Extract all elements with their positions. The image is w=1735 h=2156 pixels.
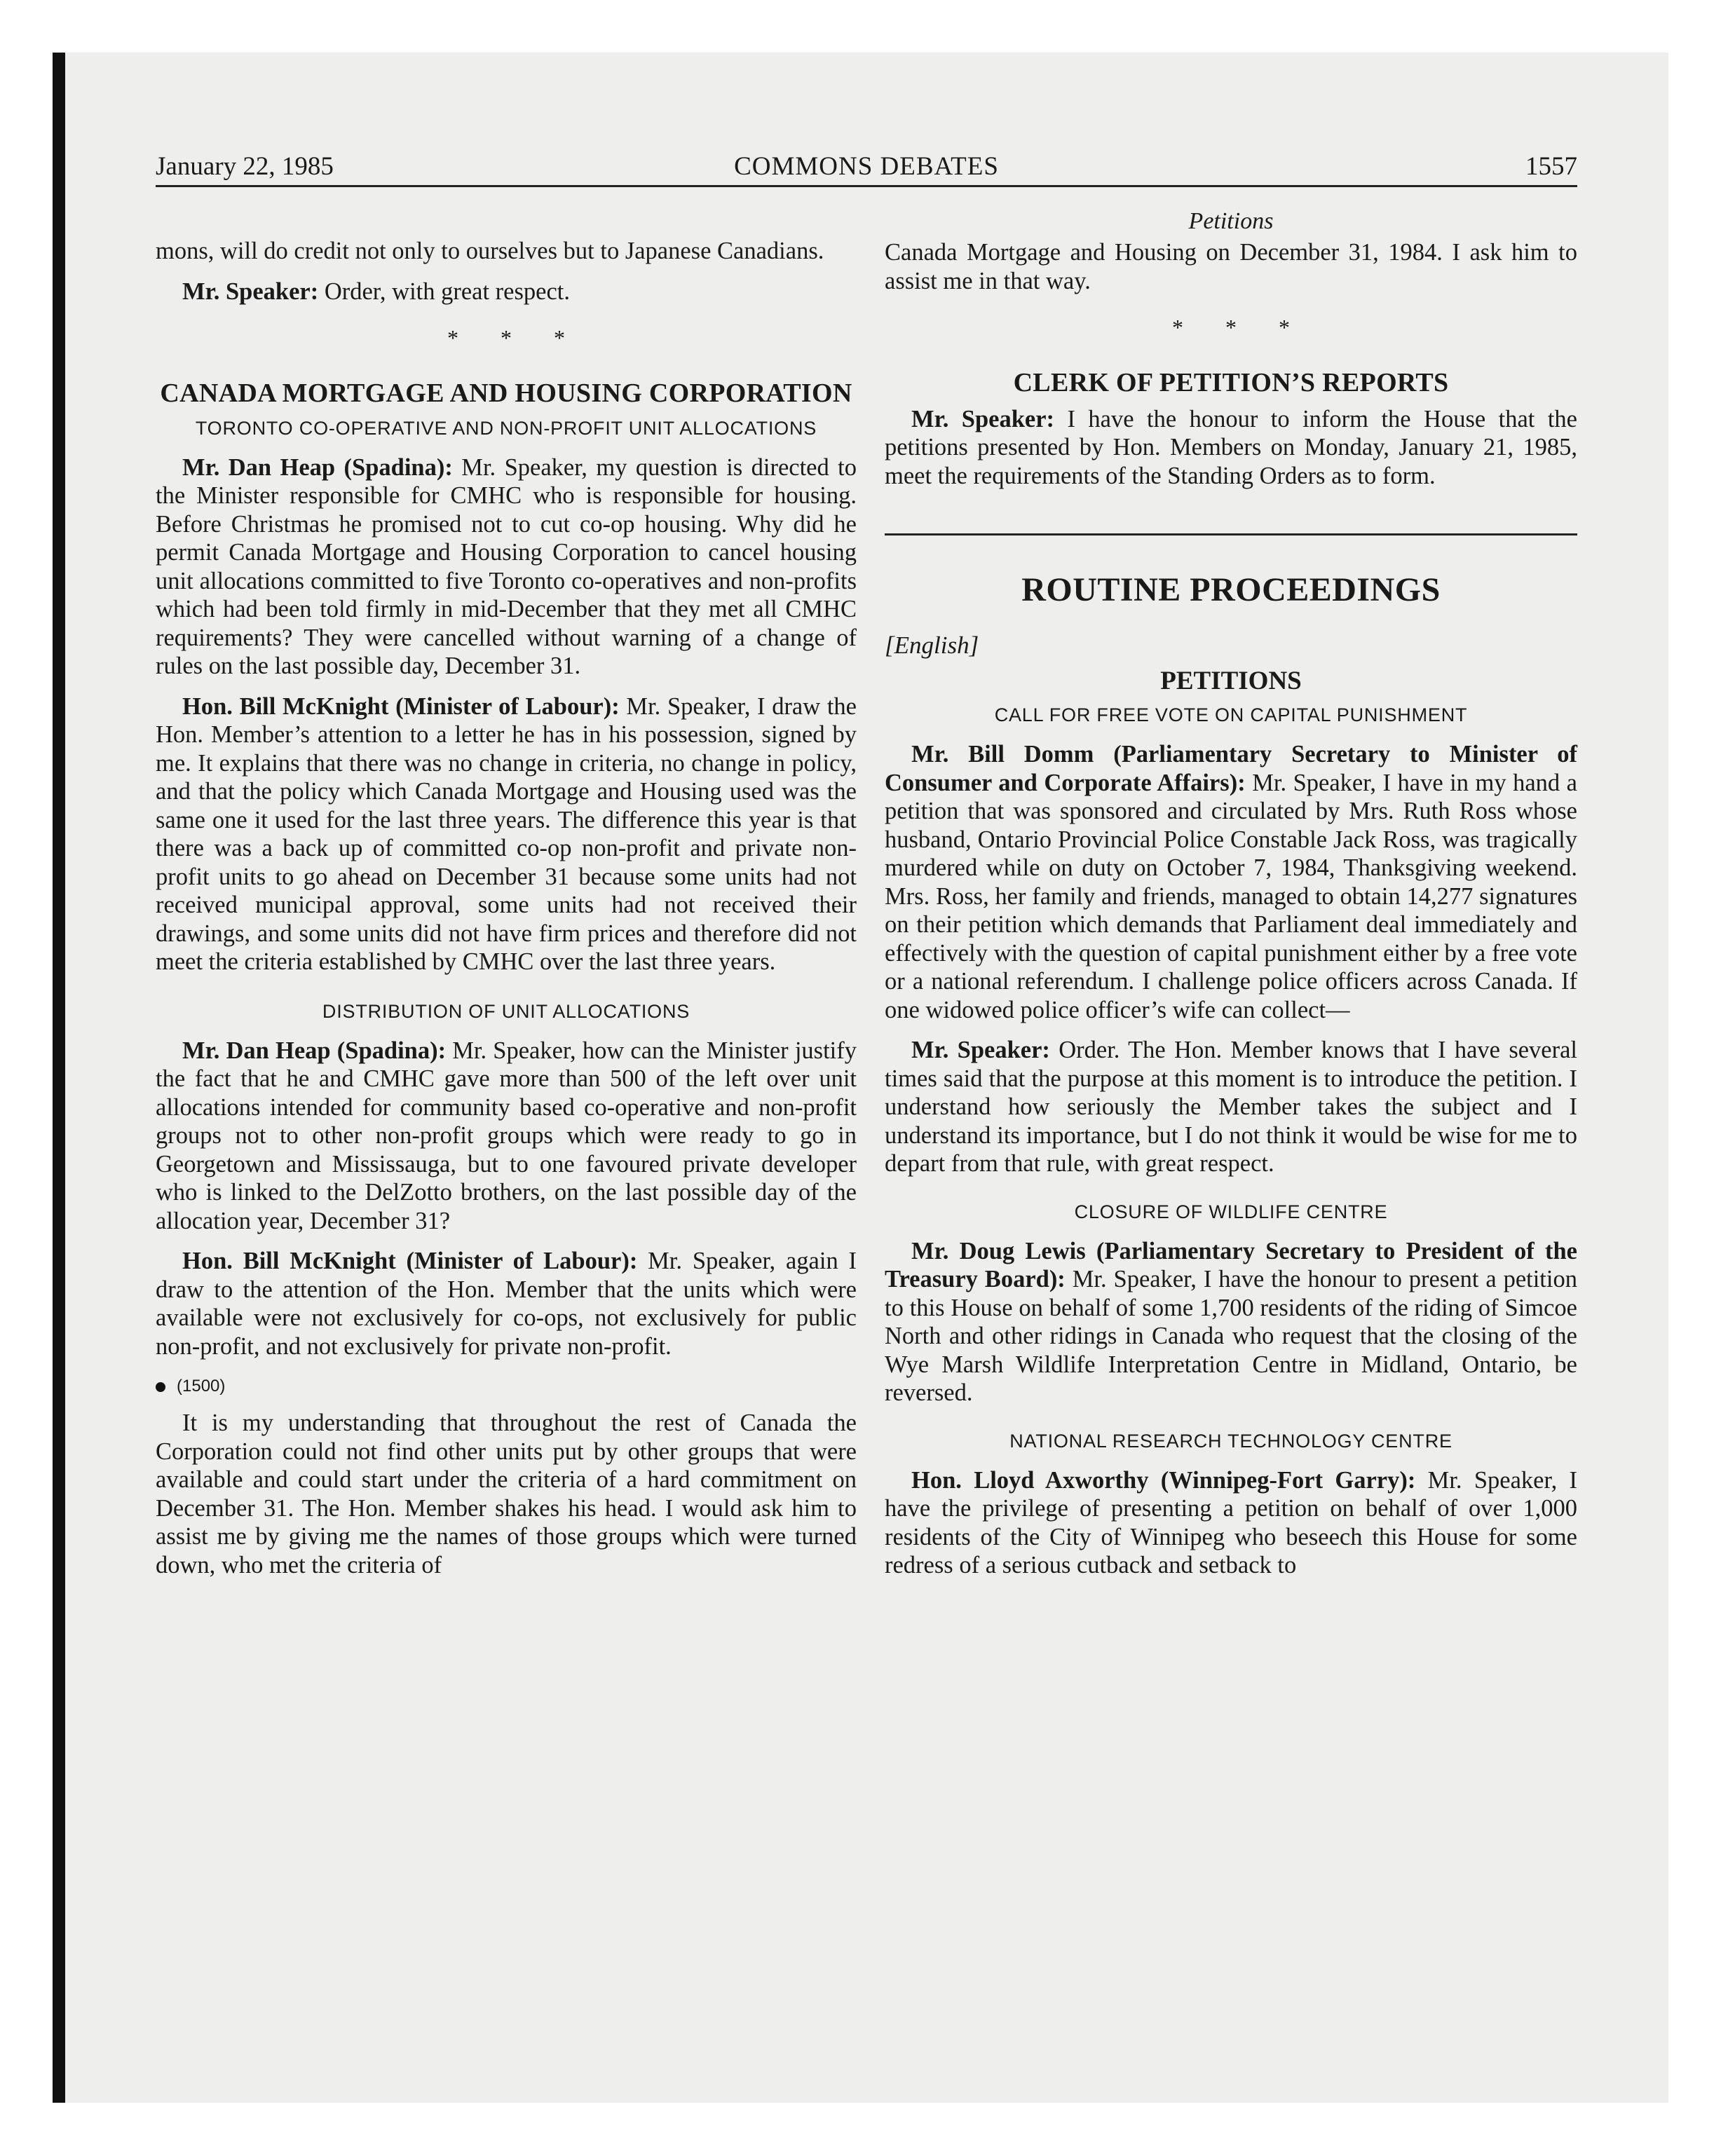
paragraph — [885, 1036, 1577, 1178]
divider-rule — [885, 533, 1577, 535]
speaker-name: Mr. Speaker: — [182, 278, 319, 305]
left-column — [156, 207, 857, 1591]
paragraph — [156, 453, 857, 681]
right-column — [885, 207, 1577, 1592]
bullet-icon — [156, 1382, 165, 1392]
speaker-name: Hon. Bill McKnight (Minister of Labour): — [182, 1248, 638, 1274]
section-separator: * * * — [1172, 315, 1308, 340]
section-heading: CLERK OF PETITION’S REPORTS — [1013, 367, 1449, 397]
subsection-heading: CLOSURE OF WILDLIFE CENTRE — [1074, 1201, 1388, 1222]
paragraph: Canada Mortgage and Housing on December 31, 1984. I ask him to assist me in that way. — [885, 239, 1577, 294]
speaker-name: Mr. Dan Heap (Spadina): — [182, 453, 453, 481]
paragraph — [156, 278, 857, 306]
speech-text: Mr. Speaker, my question is directed to the Minister responsible for CMHC who is responsible for housing. Before Christmas he promised not to cut co-op housing. Why did he permit Canada Mortgage and Housing Corporation to cancel housing unit allocations committed to five Toronto co-operatives and non-profits which had been told firmly in mid-December that they met all CMHC requirements? They were cancelled without warning of a change of rules on the last possible day, December 31. — [156, 453, 857, 679]
paragraph: It is my understanding that throughout the rest of Canada the Corporation could not find other units put by other groups that were available and could start under the criteria of a hard commitment on December 31. The Hon. Member shakes his head. I would ask him to assist me by giving me the names of those groups which were turned down, who met the criteria of — [156, 1410, 857, 1578]
section-heading: CANADA MORTGAGE AND HOUSING CORPORATION — [160, 378, 852, 408]
routine-proceedings-heading: ROUTINE PROCEEDINGS — [1021, 571, 1441, 608]
header-date: January 22, 1985 — [156, 152, 334, 181]
paragraph — [885, 1237, 1577, 1407]
speaker-name: Hon. Bill McKnight (Minister of Labour): — [182, 692, 620, 720]
subsection-heading: TORONTO CO-OPERATIVE AND NON-PROFIT UNIT ALLOCATIONS — [195, 417, 817, 439]
paragraph — [885, 405, 1577, 491]
speech-text: Mr. Speaker, again I draw to the attention of the Hon. Member that the units which were available were not exclusively for co-ops, not exclusively for public non-profit, and not exclusively for private non-profit. — [156, 1248, 857, 1360]
speech-text: Order. The Hon. Member knows that I have several times said that the purpose at this moment is to introduce the petition. I understand how seriously the Member takes the subject and I understand its importance, but I do not think it would be wise for me to depart from that rule, with great respect. — [885, 1037, 1578, 1177]
paragraph — [885, 1466, 1577, 1580]
section-folio: Petitions — [1188, 208, 1274, 234]
language-marker: [English] — [885, 632, 979, 659]
paragraph: mons, will do credit not only to ourselves but to Japanese Canadians. — [156, 238, 824, 264]
subsection-heading: CALL FOR FREE VOTE ON CAPITAL PUNISHMENT — [994, 704, 1468, 725]
subsection-heading: NATIONAL RESEARCH TECHNOLOGY CENTRE — [1009, 1430, 1452, 1452]
time-marker — [156, 1372, 857, 1400]
speaker-name: Mr. Dan Heap (Spadina): — [182, 1037, 447, 1064]
paragraph — [156, 1037, 857, 1236]
time-marker-text: (1500) — [177, 1377, 226, 1396]
speech-text: Order, with great respect. — [318, 278, 570, 305]
speech-text: Mr. Speaker, I have in my hand a petition that was sponsored and circulated by Mrs. Ruth Ross whose husband, Ontario Provincial Police Constable Jack Ross, was tragically murdered while on duty on October 7, 1984, Thanksgiving weekend. Mrs. Ross, her family and friends, managed to obtain 14,277 signatures on their petition which demands that Parliament deal immediately and effectively with the question of capital punishment either by a free vote or a national referendum. I challenge police officers across Canada. If one widowed police officer’s wife can collect— — [885, 769, 1577, 1023]
speech-text: I have the honour to inform the House that the petitions presented by Hon. Members on Monday, January 21, 1985, meet the requirements of the Standing Orders as to form. — [885, 405, 1577, 489]
speech-text: Mr. Speaker, I draw the Hon. Member’s attention to a letter he has in his possession, signed by me. It explains that there was no change in criteria, no change in policy, and that the policy which Canada Mortgage and Housing used was the same one it used for the last three years. The difference this year is that there was a back up of committed co-op non-profit and private non-profit units to go ahead on December 31 because some units had not received municipal approval, some units had not received their drawings, and some units did not have firm prices and therefore did not meet the criteria established by CMHC over the last three years. — [156, 692, 857, 975]
speaker-name: Hon. Lloyd Axworthy (Winnipeg-Fort Garry): — [911, 1466, 1416, 1494]
speech-text: Mr. Speaker, how can the Minister justify the fact that he and CMHC gave more than 500 of the left over unit allocations intended for community based co-operative and non-profit groups not to other non-profit groups which were ready to go in Georgetown and Mississauga, but to one favoured private developer who is linked to the DelZotto brothers, on the last possible day of the allocation year, December 31? — [156, 1037, 857, 1234]
petitions-heading: PETITIONS — [1160, 667, 1302, 695]
speaker-name: Mr. Doug Lewis (Parliamentary Secretary to President of the Treasury Board): — [885, 1237, 1577, 1292]
speaker-name: Mr. Speaker: — [911, 1037, 1050, 1063]
running-header — [156, 149, 1577, 187]
header-publication: COMMONS DEBATES — [734, 152, 999, 181]
paragraph — [885, 740, 1577, 1024]
section-separator: * * * — [447, 325, 583, 350]
speaker-name: Mr. Bill Domm (Parliamentary Secretary to Minister of Consumer and Corporate Affairs): — [885, 741, 1577, 796]
paragraph — [156, 692, 857, 976]
header-page-number: 1557 — [1525, 152, 1577, 181]
speech-text: Mr. Speaker, I have the privilege of presenting a petition on behalf of over 1,000 residents of the City of Winnipeg who beseech this House for some redress of a serious cutback and setback to — [885, 1466, 1578, 1578]
scan-edge-shadow — [53, 53, 65, 2103]
speech-text: Mr. Speaker, I have the honour to present a petition to this House on behalf of some 1,700 residents of the riding of Simcoe North and other ridings in Canada who request that the closing of the Wye Marsh Wildlife Interpretation Centre in Midland, Ontario, be reversed. — [885, 1266, 1577, 1406]
subsection-heading: DISTRIBUTION OF UNIT ALLOCATIONS — [322, 1000, 690, 1022]
paragraph — [156, 1247, 857, 1360]
speaker-name: Mr. Speaker: — [911, 405, 1055, 432]
